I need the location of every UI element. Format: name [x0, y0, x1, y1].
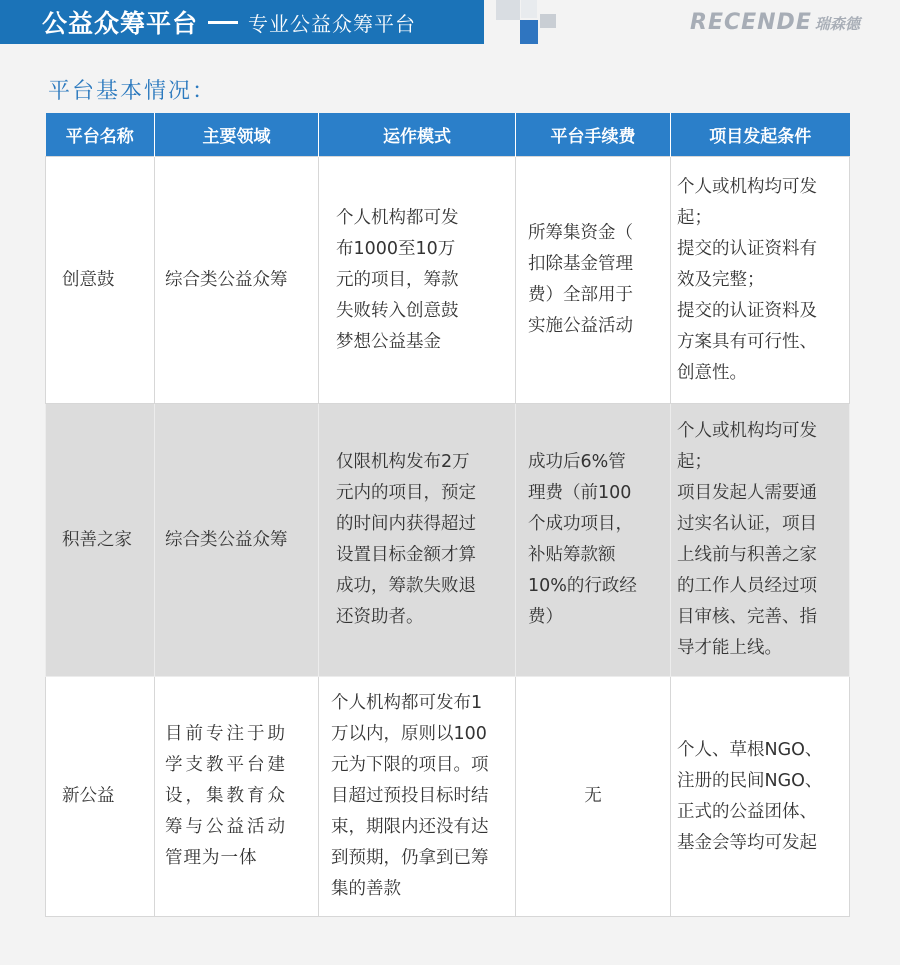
cell-line: 梦想公益基金: [336, 331, 441, 352]
cell-line: 个人或机构均可发: [677, 176, 817, 197]
cell-line: 成功，筹款失败退: [336, 576, 476, 596]
cell-area: [155, 677, 319, 917]
cell-line: 起；: [677, 207, 712, 228]
cell-line: 10%的行政经: [528, 576, 637, 596]
cell-condition: [671, 677, 850, 917]
section-title: 平台基本情况：: [48, 79, 217, 104]
cell-line: 还资助者。: [336, 607, 424, 627]
platform-info-table: [45, 113, 850, 917]
table-row: [46, 404, 850, 677]
cell-line: 成功后6%管: [528, 452, 626, 472]
cell-line: 费）: [528, 607, 563, 627]
cell-line: 筹与公益活动: [165, 817, 288, 837]
cell-line: 个人或机构均可发: [677, 421, 817, 441]
cell-line: 所筹集资金（: [528, 223, 633, 243]
cell-fee: [516, 157, 671, 404]
column-header-fee: 平台手续费: [516, 113, 671, 157]
cell-line: 无: [584, 786, 602, 806]
cell-line: 实施公益活动: [528, 316, 633, 336]
cell-line: 个人机构都可发: [336, 207, 459, 228]
cell-line: 补贴筹款额: [528, 545, 616, 565]
cell-line: 效及完整；: [677, 269, 765, 290]
cell-line: 的工作人员经过项: [677, 576, 817, 596]
cell-platform-name: 新公益: [46, 677, 155, 917]
cell-line: 起；: [677, 452, 712, 472]
header-title: 公益众筹平台: [42, 9, 199, 38]
cell-line: 布1000至10万: [336, 238, 456, 259]
logo-text: RECENDE: [690, 10, 812, 35]
cell-line: 过实名认证，项目: [677, 514, 817, 534]
cell-line: 仅限机构发布2万: [336, 452, 470, 472]
cell-line: 上线前与积善之家: [677, 545, 817, 565]
cell-mode: [319, 157, 516, 404]
table-header-row: [46, 113, 850, 157]
cell-line: 个成功项目，: [528, 514, 633, 534]
cell-line: 基金会等均可发起: [677, 832, 817, 853]
cell-line: 目审核、完善、指: [677, 607, 817, 627]
cell-line: 元为下限的项目。项: [331, 755, 489, 775]
decor-square: [496, 0, 520, 20]
cell-line: 导才能上线。: [677, 638, 782, 658]
decor-square: [521, 0, 537, 18]
logo-cn-text: 瑞森德: [814, 15, 860, 33]
cell-line: 的时间内获得超过: [336, 514, 476, 534]
cell-line: 失败转入创意鼓: [336, 300, 459, 321]
cell-platform-name: 积善之家: [46, 404, 155, 677]
cell-line: 个人、草根NGO、: [677, 739, 823, 760]
cell-area: [155, 404, 319, 677]
cell-line: 元的项目，筹款: [336, 269, 459, 290]
cell-line: 注册的民间NGO、: [677, 770, 823, 791]
cell-mode: [319, 677, 516, 917]
cell-line: 项目发起人需要通: [677, 483, 817, 503]
cell-line: 个人机构都可发布1: [331, 693, 483, 713]
cell-mode: [319, 404, 516, 677]
cell-line: 费）全部用于: [528, 285, 633, 305]
cell-line: 束，期限内还没有达: [331, 817, 489, 837]
cell-line: 正式的公益团体、: [677, 801, 817, 822]
cell-line: 设，集教育众: [165, 786, 288, 806]
cell-area: [155, 157, 319, 404]
column-header-mode: 运作模式: [319, 113, 516, 157]
cell-fee: [516, 404, 671, 677]
column-header-condition: 项目发起条件: [671, 113, 850, 157]
cell-line: 创意性。: [677, 362, 747, 383]
cell-fee: [516, 677, 671, 917]
table-row: [46, 677, 850, 917]
header-subtitle: 专业公益众筹平台: [248, 11, 417, 36]
brand-logo: [690, 10, 860, 35]
cell-condition: [671, 404, 850, 677]
cell-line: 提交的认证资料有: [677, 238, 817, 259]
column-header-area: 主要领域: [155, 113, 319, 157]
cell-platform-name: 创意鼓: [46, 157, 155, 404]
cell-line: 学支教平台建: [165, 755, 288, 775]
cell-line: 万以内，原则以100: [331, 724, 487, 744]
decor-square: [520, 20, 538, 44]
cell-line: 管理为一体: [165, 848, 258, 868]
cell-line: 目前专注于助: [165, 724, 288, 744]
cell-line: 理费（前100: [528, 483, 632, 503]
cell-line: 到预期，仍拿到已筹: [331, 848, 489, 868]
decor-square: [540, 14, 556, 28]
cell-line: 元内的项目，预定: [336, 483, 476, 503]
cell-line: 扣除基金管理: [528, 254, 633, 274]
cell-line: 综合类公益众筹: [165, 269, 288, 290]
header-dash: [208, 21, 238, 24]
cell-line: 目超过预投目标时结: [331, 786, 489, 806]
cell-line: 方案具有可行性、: [677, 331, 817, 352]
table-row: [46, 157, 850, 404]
cell-line: 提交的认证资料及: [677, 300, 817, 321]
column-header-name: 平台名称: [46, 113, 155, 157]
cell-line: 综合类公益众筹: [165, 529, 288, 550]
cell-line: 设置目标金额才算: [336, 545, 476, 565]
cell-line: 集的善款: [331, 879, 401, 899]
header-bar: [0, 0, 484, 44]
cell-condition: [671, 157, 850, 404]
